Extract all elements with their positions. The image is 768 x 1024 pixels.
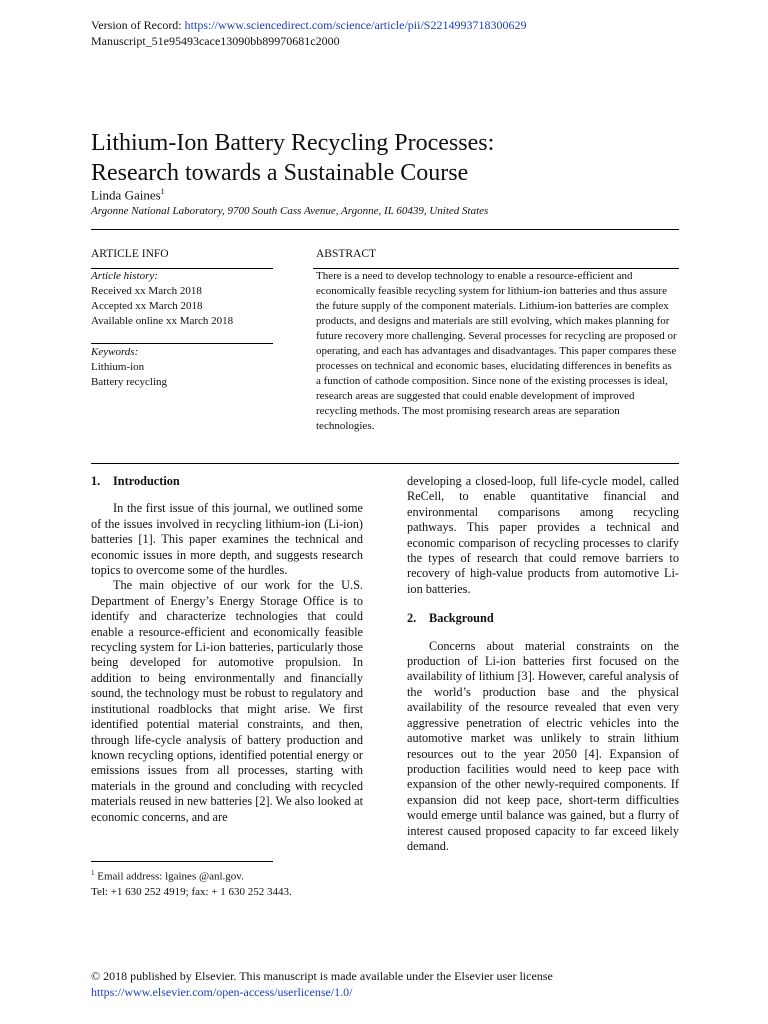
section-number: 1.	[91, 474, 101, 488]
keywords	[91, 345, 276, 390]
right-column	[407, 474, 679, 854]
title-line-2: Research towards a Sustainable Course	[91, 160, 469, 186]
license-notice	[91, 968, 553, 1000]
version-of-record	[91, 17, 526, 33]
title-line-1: Lithium-Ion Battery Recycling Processes:	[91, 130, 495, 156]
intro-paragraph-2: The main objective of our work for the U.S. Department of Energy’s Energy Storage Office is to identify and characterize technologies that could enable a resource-efficient and economically feasible recycling system for Li-ion batteries, particularly those being developed for automotive propulsion. In addition to being environmentally and financially sound, the technology must be robust to regulatory and institutional roadblocks that might arise. We first identified potential material constraints, and then, through life-cycle analysis of battery production and known recycling options, identified potential energy or emissions issues from all processes, starting with materials in the ground and concluding with recycled materials reused in new batteries [2]. We also looked at economic concerns, and are	[91, 578, 363, 824]
section-1-heading	[91, 474, 363, 489]
keywords-label: Keywords:	[91, 346, 139, 358]
manuscript-id: Manuscript_51e95493cace13090bb89970681c2000	[91, 34, 340, 48]
intro-paragraph-1: In the first issue of this journal, we outlined some of the issues involved in recycling lithium-ion (Li-ion) batteries [1]. This paper examines the technical and economic issues in more depth, and suggests research topics to overcome some of the hurdles.	[91, 501, 363, 578]
history-label: Article history:	[91, 270, 158, 282]
left-column	[91, 474, 363, 825]
abstract-heading: ABSTRACT	[316, 248, 377, 260]
article-history	[91, 269, 276, 329]
background-paragraph-1: Concerns about material constraints on the production of Li-ion batteries first focused on the availability of lithium [3]. However, careful analysis of the world’s production base and the physical availability of the resource revealed that even very aggressive penetration of electric vehicles into the automotive market was unlikely to strain lithium resources out to the year 2050 [4]. Expansion of production facilities would need to keep pace with expansion of the other newly-required components. If expansion did not keep pace, short-term difficulties would emerge until balance was gained, but a flurry of interest caused proposed capacity to far exceed likely demand.	[407, 638, 679, 853]
section-title: Background	[429, 611, 494, 626]
footnote-mark: 1	[91, 869, 95, 877]
intro-paragraph-2-continued: developing a closed-loop, full life-cycle model, called ReCell, to enable quantitative financial and environmental comparisons among recycling pathways. This paper provides a technical and economic comparison of recycling processes to clarify the types of research that could remove barriers to recovery of high-value products from automotive Li-ion batteries.	[407, 474, 679, 596]
keyword-item: Battery recycling	[91, 376, 168, 388]
accepted-date: Accepted xx March 2018	[91, 300, 203, 312]
footnote-phone: Tel: +1 630 252 4919; fax: + 1 630 252 3443.	[91, 885, 292, 898]
section-title: Introduction	[113, 474, 180, 488]
footnote-email: Email address: lgaines @anl.gov.	[94, 870, 244, 883]
footnote-rule	[91, 861, 273, 862]
title-divider	[91, 229, 679, 230]
article-info-heading: ARTICLE INFO	[91, 248, 169, 260]
paper-title	[91, 128, 494, 188]
author-footnote-mark: 1	[160, 187, 165, 196]
author-name: Linda Gaines	[91, 187, 161, 203]
abstract-text: There is a need to develop technology to enable a resource-efficient and economically feasible recycling system for lithium-ion batteries and thus assure the future supply of the component materials. Lithium-ion batteries are complex products, and designs and materials are still evolving, which makes planning for future recovery more challenging. Several processes for recycling are proposed or operating, and each has advantages and disadvantages. This paper compares these processes on technical and economic bases, elucidating differences in benefits as a function of cathode composition. Since none of the existing processes is ideal, research areas are suggested that could enable development of improved recycling methods. The most promising research areas are separation technologies.	[316, 270, 677, 432]
footnote	[91, 866, 391, 900]
abstract-divider	[91, 463, 679, 464]
license-text: © 2018 published by Elsevier. This manuscript is made available under the Elsevier user license	[91, 969, 553, 983]
keyword-item: Lithium-ion	[91, 361, 145, 373]
keywords-rule	[91, 343, 273, 344]
section-number: 2.	[407, 611, 417, 626]
author	[91, 187, 165, 203]
affiliation: Argonne National Laboratory, 9700 South Cass Avenue, Argonne, IL 60439, United States	[91, 205, 489, 217]
version-link[interactable]: https://www.sciencedirect.com/science/article/pii/S2214993718300629	[184, 18, 527, 32]
license-link[interactable]: https://www.elsevier.com/open-access/userlicense/1.0/	[91, 985, 353, 999]
version-label: Version of Record:	[91, 18, 185, 32]
online-date: Available online xx March 2018	[91, 315, 234, 327]
section-2-heading	[407, 611, 679, 626]
received-date: Received xx March 2018	[91, 285, 202, 297]
